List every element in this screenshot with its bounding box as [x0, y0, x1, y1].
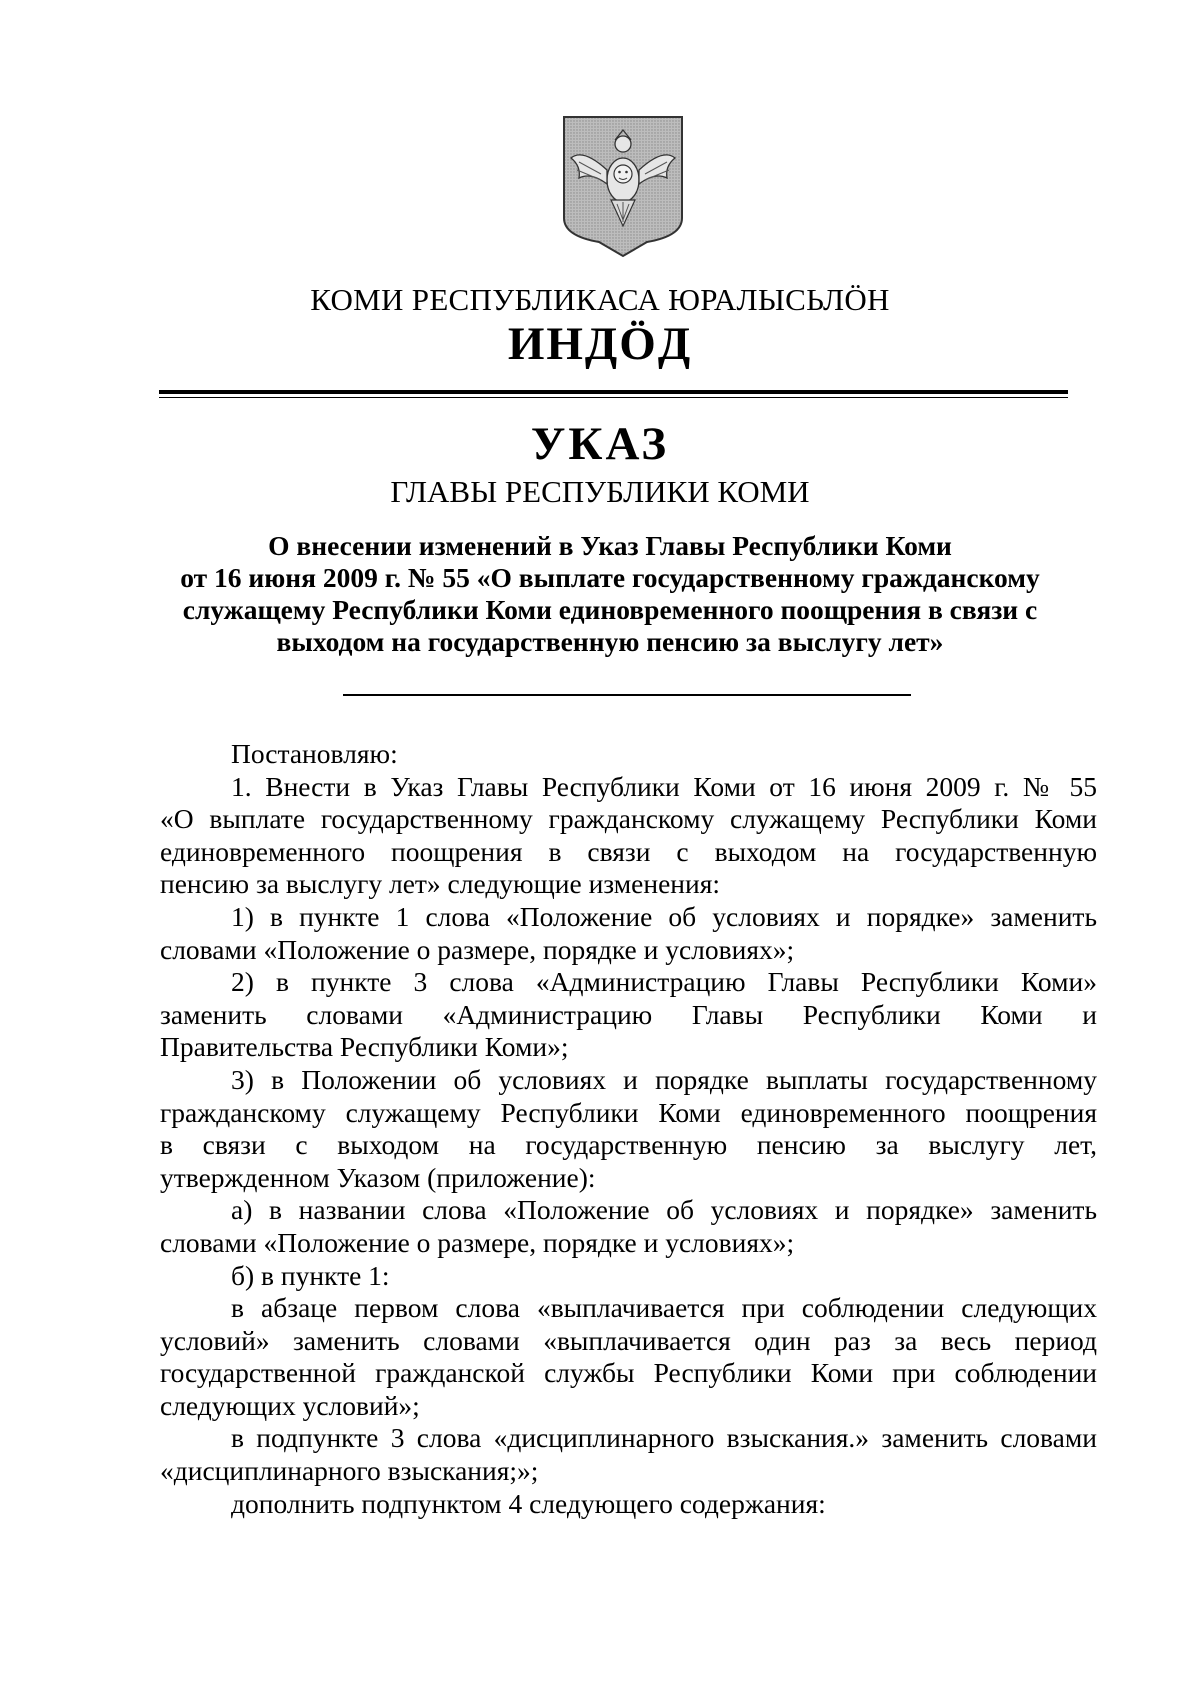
decree-title-komi: ИНДÖД: [507, 318, 693, 370]
header-divider-thin: [159, 397, 1068, 398]
body-line: пенсию за выслугу лет» следующие изменения:: [160, 868, 721, 900]
body-line: дополнить подпунктом 4 следующего содержания:: [231, 1487, 826, 1519]
body-line: в абзаце первом слова «выплачивается при соблюдении следующих: [231, 1292, 1097, 1324]
body-line: 2) в пункте 3 слова «Администрацию Главы Республики Коми»: [231, 966, 1097, 998]
body-line: 1. Внести в Указ Главы Республики Коми от 16 июня 2009 г. № 55: [231, 770, 1097, 802]
body-line: «О выплате государственному гражданскому служащему Республики Коми: [160, 803, 1097, 835]
body-line: в связи с выходом на государственную пенсию за выслугу лет,: [160, 1129, 1097, 1161]
body-line: «дисциплинарного взыскания;»;: [160, 1455, 539, 1487]
body-line: утвержденном Указом (приложение):: [160, 1161, 596, 1193]
title-line: служащему Республики Коми единовременного поощрения в связи с: [182, 594, 1038, 625]
body-line: Постановляю:: [231, 738, 398, 769]
body-line: условий» заменить словами «выплачивается один раз за весь период: [160, 1324, 1097, 1356]
body-line: Правительства Республики Коми»;: [160, 1031, 569, 1063]
republic-name-komi: КОМИ РЕСПУБЛИКАСА ЮРАЛЫСЬЛÖН: [310, 282, 890, 317]
body-line: заменить словами «Администрацию Главы Республики Коми и: [160, 998, 1097, 1030]
title-underline: [343, 694, 911, 696]
body-line: б) в пункте 1:: [231, 1259, 390, 1291]
body-line: в подпункте 3 слова «дисциплинарного взыскания.» заменить словами: [231, 1422, 1097, 1454]
body-line: гражданскому служащему Республики Коми единовременного поощрения: [160, 1096, 1097, 1128]
body-line: 1) в пункте 1 слова «Положение об условиях и порядке» заменить: [231, 900, 1097, 932]
decree-body: [160, 738, 1097, 1520]
body-line: словами «Положение о размере, порядке и условиях»;: [160, 933, 795, 965]
body-line: единовременного поощрения в связи с выходом на государственную: [160, 835, 1097, 867]
decree-issuer: ГЛАВЫ РЕСПУБЛИКИ КОМИ: [390, 474, 810, 509]
body-line: словами «Положение о размере, порядке и условиях»;: [160, 1226, 795, 1258]
body-line: 3) в Положении об условиях и порядке выплаты государственному: [231, 1063, 1097, 1095]
komi-coat-of-arms-emblem: [561, 114, 685, 259]
decree-title-ru: УКАЗ: [530, 418, 670, 470]
header-divider-thick: [159, 390, 1068, 394]
body-line: следующих условий»;: [160, 1389, 420, 1421]
title-line: выходом на государственную пенсию за выслугу лет»: [276, 626, 944, 657]
body-line: а) в названии слова «Положение об условиях и порядке» заменить: [231, 1194, 1097, 1226]
body-line: государственной гражданской службы Республики Коми при соблюдении: [160, 1357, 1097, 1389]
decree-subject-title: [160, 530, 1060, 658]
title-line: О внесении изменений в Указ Главы Республики Коми: [268, 530, 952, 561]
title-line: от 16 июня 2009 г. № 55 «О выплате государственному гражданскому: [180, 562, 1040, 593]
